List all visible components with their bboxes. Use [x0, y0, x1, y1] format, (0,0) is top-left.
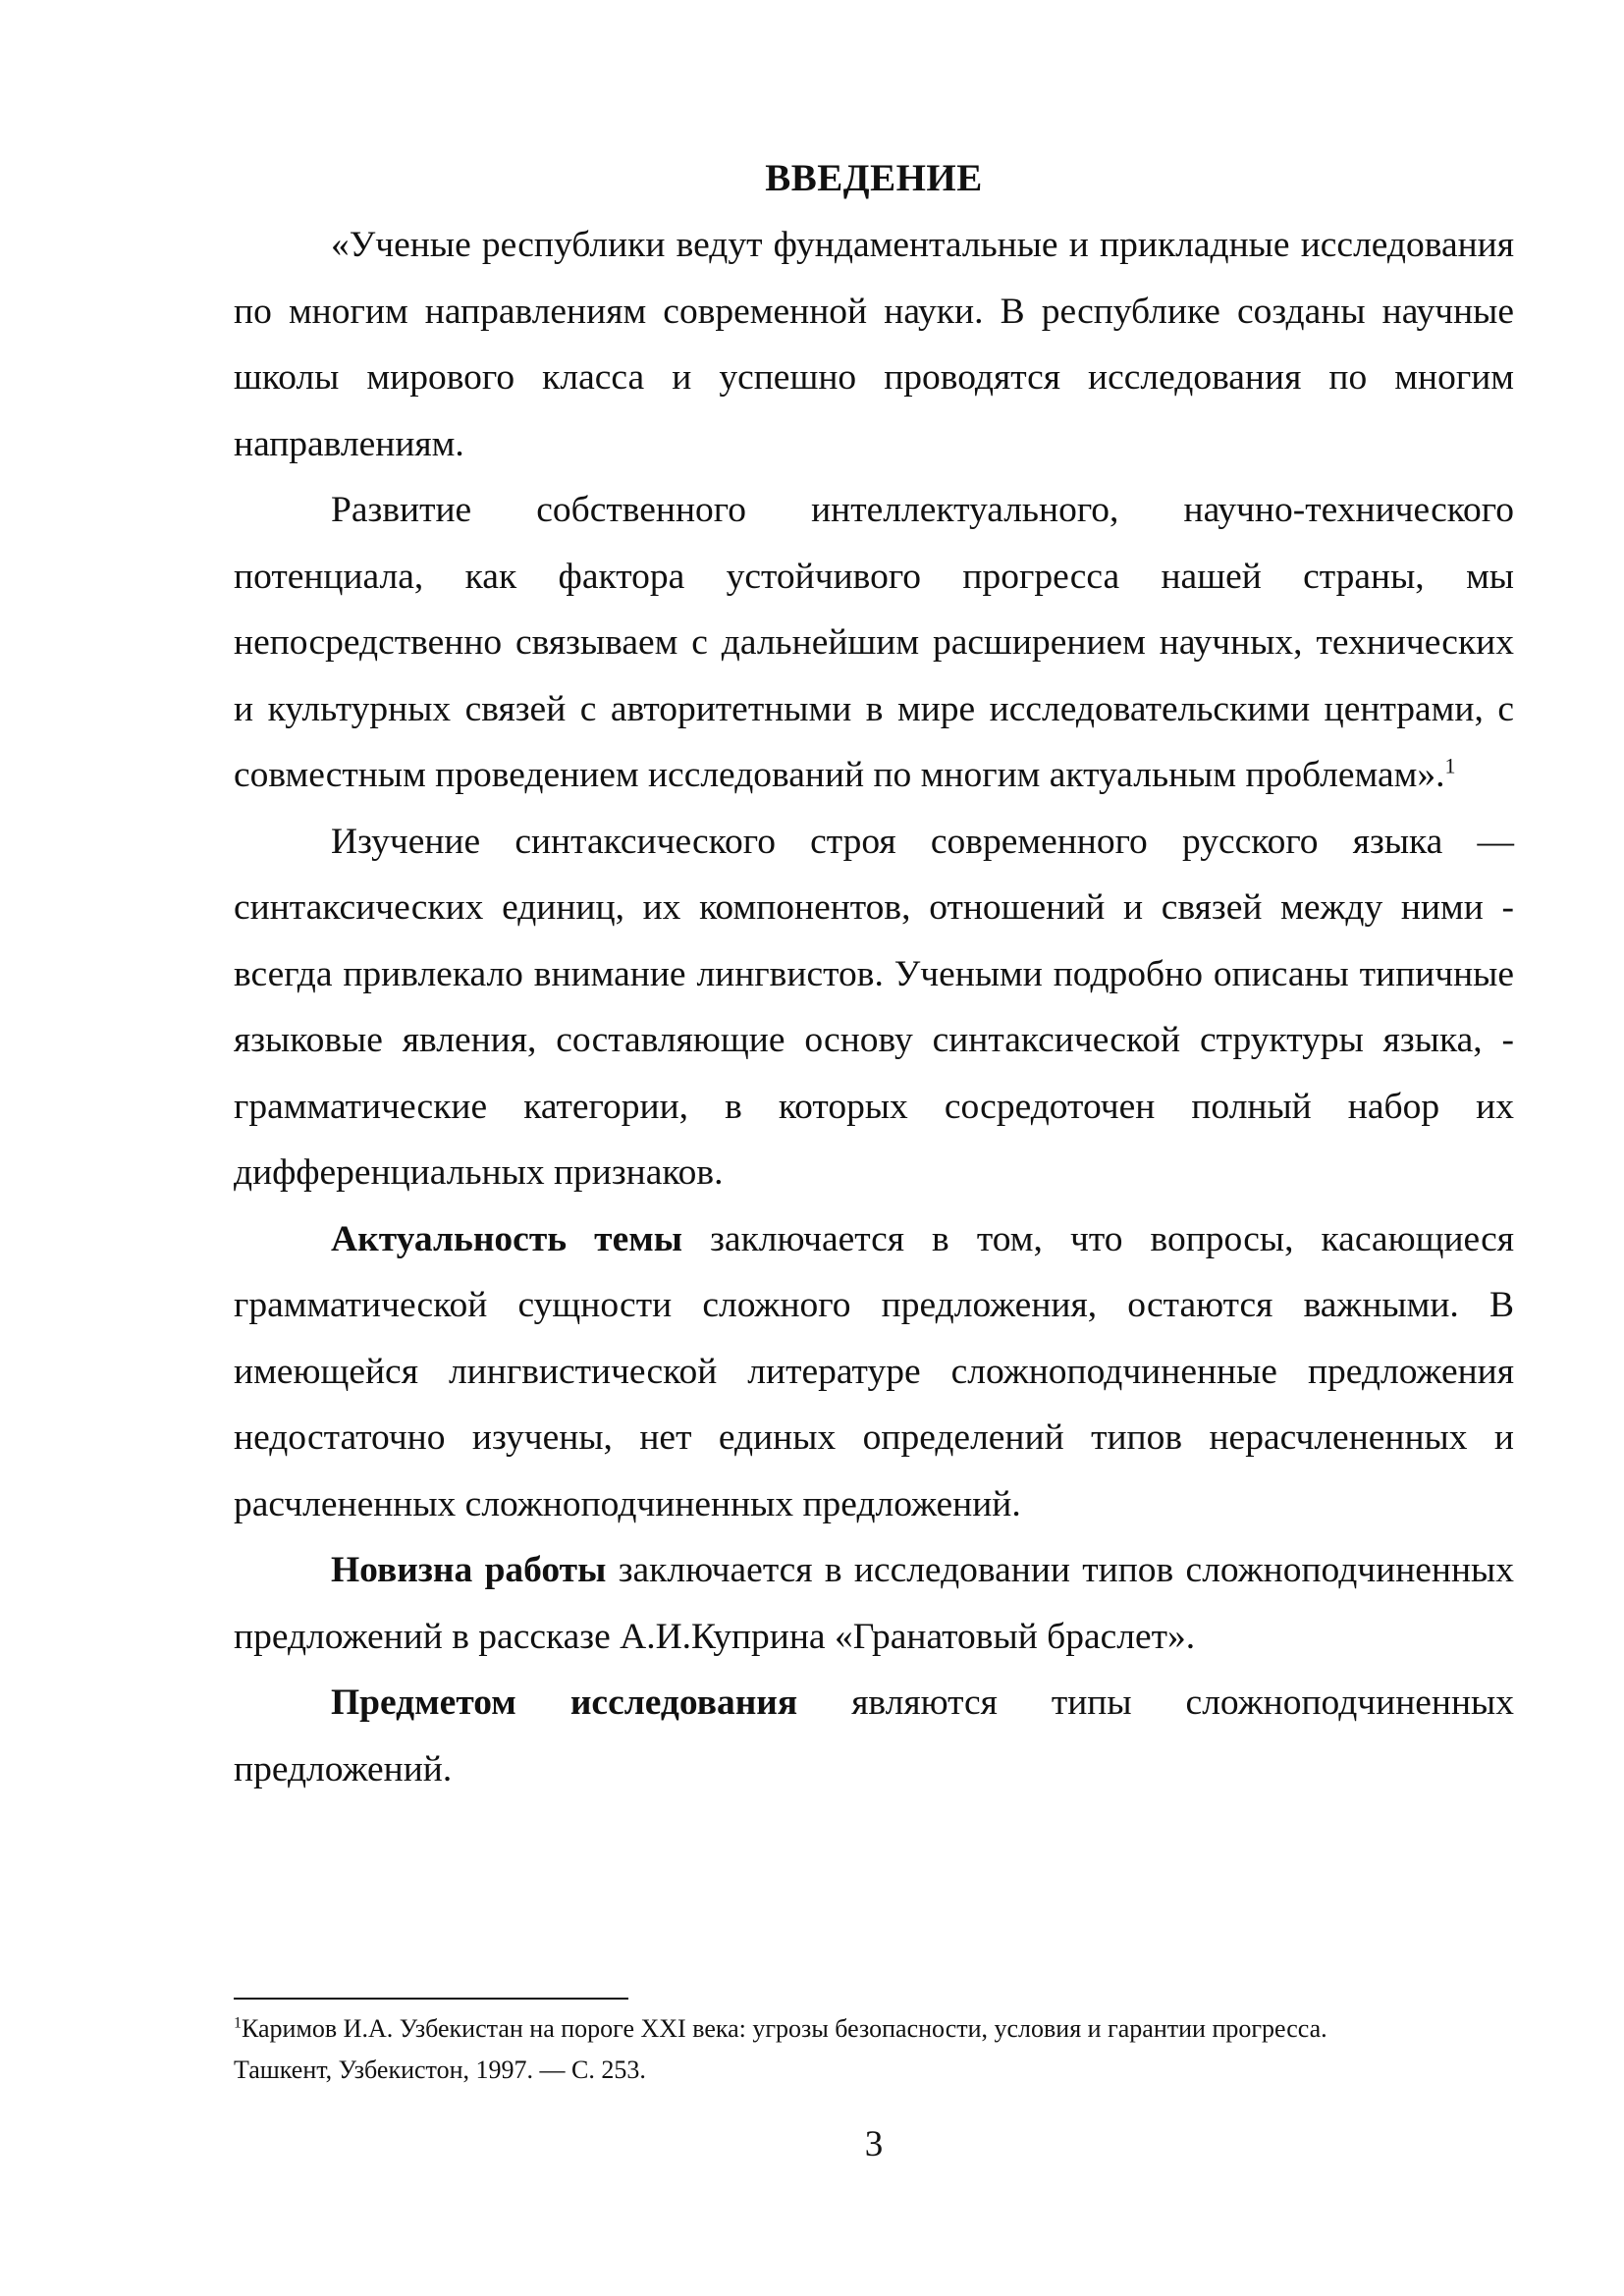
footnote-text-line-2: Ташкент, Узбекистон, 1997. — С. 253. — [234, 2056, 646, 2084]
paragraph-text: являются типы сложноподчиненных предложений. — [234, 1682, 1514, 1789]
page-number: 3 — [864, 2124, 884, 2164]
footnote-mark: 1 — [234, 2014, 242, 2032]
paragraph-lead-novelty: Новизна работы — [331, 1550, 607, 1590]
paragraph-text: заключается в исследовании типов сложноподчиненных предложений в рассказе А.И.Куприна «Гранатовый браслет». — [234, 1550, 1514, 1657]
footnote-reference[interactable]: 1 — [1444, 753, 1456, 778]
footnote-line — [234, 2008, 1514, 2050]
paragraph-syntax — [234, 809, 1514, 1206]
paragraph-text: Развитие собственного интеллектуального, научно-технического потенциала, как фактора устойчивого прогресса нашей страны, мы непосредственно связываем с дальнейшим расширением научных, технических и культурных связей с авторитетными в мире исследовательскими центрами, с совместным проведением исследований по многим актуальным проблемам». — [234, 490, 1514, 795]
page-title: ВВЕДЕНИЕ — [765, 157, 983, 199]
paragraph-text: заключается в том, что вопросы, касающиеся грамматической сущности сложного предложения, остаются важными. В имеющейся лингвистической литературе сложноподчиненные предложения недостаточно изучены, нет единых определений типов нерасчлененных и расчлененных сложноподчиненных предложений. — [234, 1218, 1514, 1524]
footnote-separator — [234, 1998, 628, 2000]
paragraph-quote-2 — [234, 477, 1514, 809]
paragraph-lead-subject: Предметом исследования — [331, 1682, 798, 1723]
paragraph-text: Изучение синтаксического строя современного русского языка — синтаксических единиц, их компонентов, отношений и связей между ними - всегда привлекало внимание лингвистов. Учеными подробно описаны типичные языковые явления, составляющие основу синтаксической структуры языка, - грамматические категории, в которых сосредоточен полный набор их дифференциальных признаков. — [234, 821, 1514, 1193]
paragraph-relevance — [234, 1206, 1514, 1538]
paragraph-subject — [234, 1670, 1514, 1802]
paragraph-quote-1 — [234, 212, 1514, 477]
paragraph-text: «Ученые республики ведут фундаментальные и прикладные исследования по многим направлениям современной науки. В республике созданы научные школы мирового класса и успешно проводятся исследования по многим направлениям. — [234, 225, 1514, 464]
footnote-text-line-1: Каримов И.А. Узбекистан на пороге XXI века: угрозы безопасности, условия и гарантии прогресса. — [242, 2014, 1327, 2043]
body-text — [234, 212, 1514, 1802]
paragraph-lead-relevance: Актуальность темы — [331, 1218, 683, 1259]
footnote — [234, 2008, 1514, 2091]
paragraph-novelty — [234, 1537, 1514, 1670]
